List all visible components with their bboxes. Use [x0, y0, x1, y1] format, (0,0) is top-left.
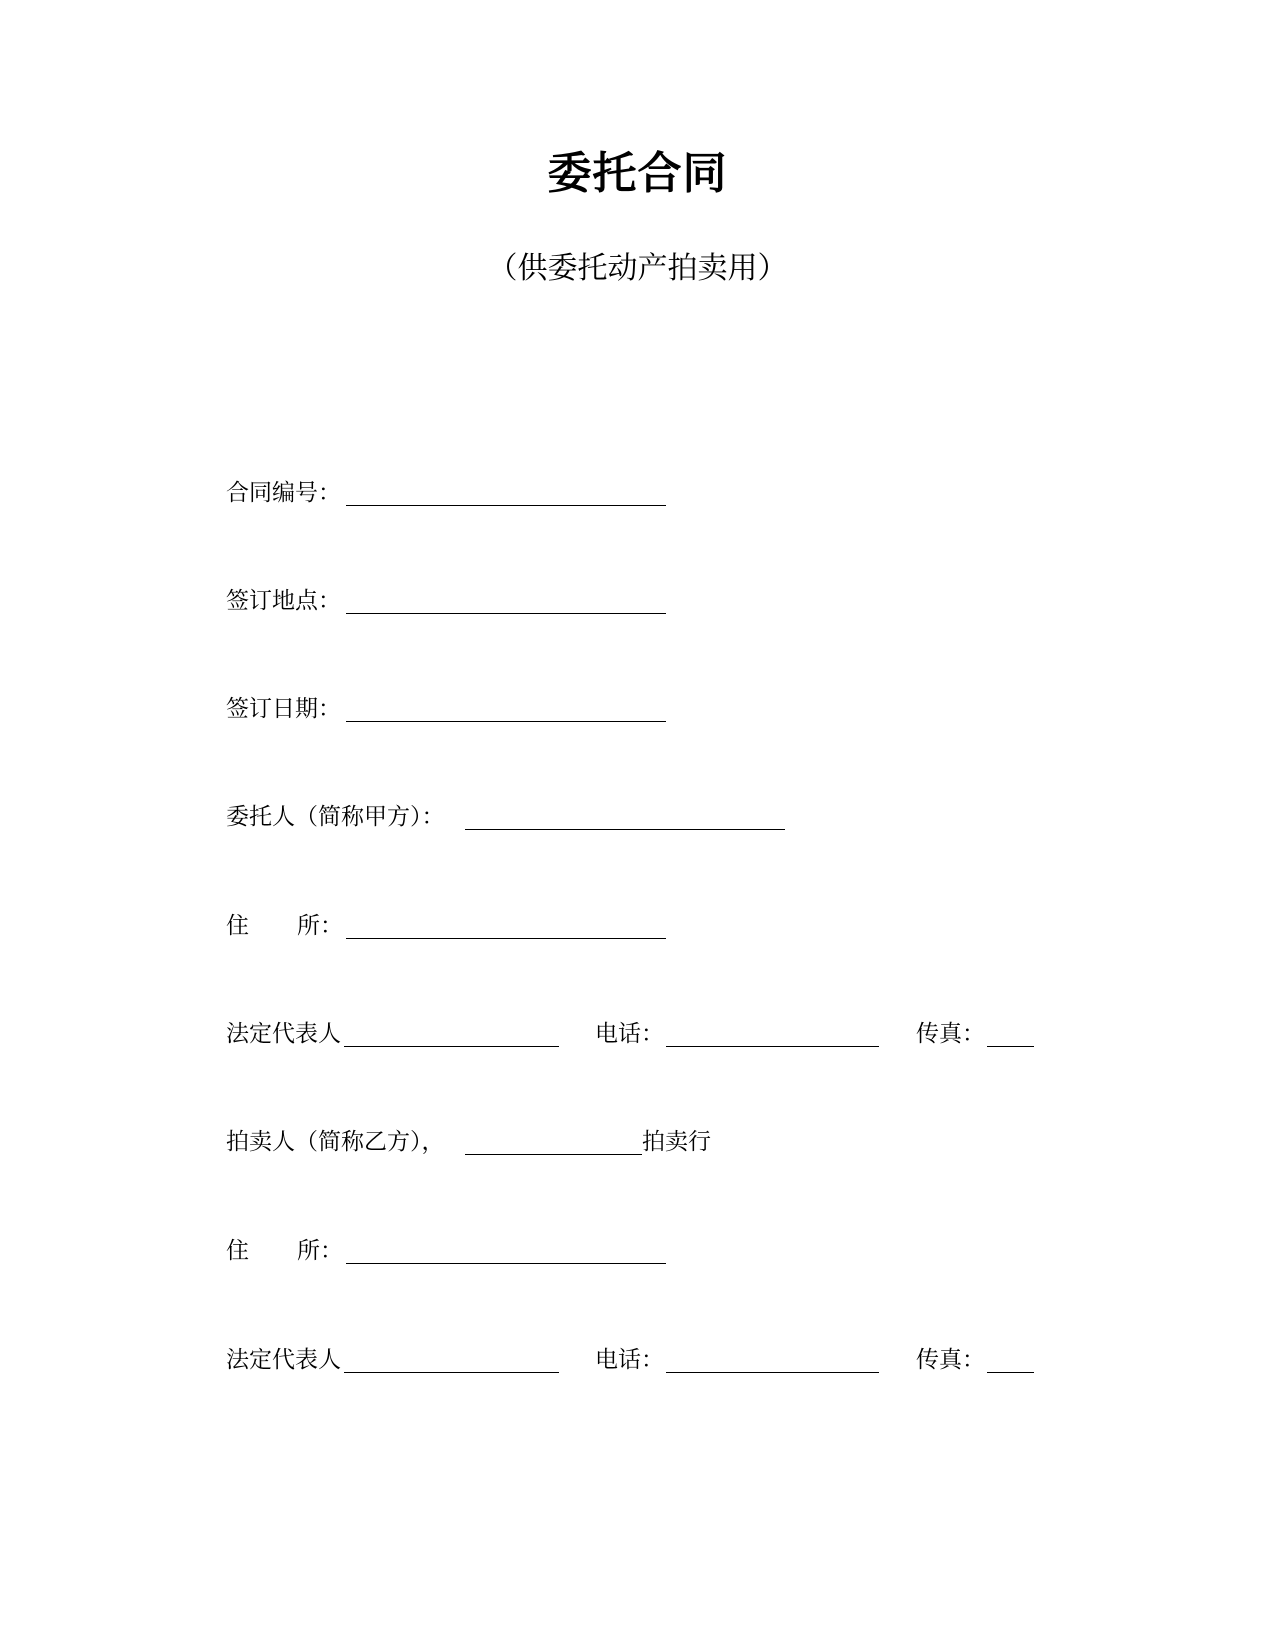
principal-address-blank[interactable]: [346, 938, 666, 939]
fax-label: 传真：: [916, 1021, 985, 1047]
sign-place-row: [0, 586, 1275, 626]
auctioneer-fax-blank[interactable]: [987, 1372, 1034, 1373]
fax-label: 传真：: [916, 1347, 985, 1373]
sign-place-label: 签订地点：: [226, 588, 341, 614]
contract-number-blank[interactable]: [346, 505, 666, 506]
principal-fax-blank[interactable]: [987, 1046, 1034, 1047]
auctioneer-contact-row: [0, 1345, 1275, 1385]
address-label-char2: 所：: [297, 913, 343, 939]
auctioneer-address-row: [0, 1236, 1275, 1276]
auctioneer-row: [0, 1127, 1275, 1167]
principal-contact-row: [0, 1019, 1275, 1059]
contract-number-row: [0, 478, 1275, 518]
legal-rep-label: 法定代表人: [226, 1347, 341, 1373]
sign-date-row: [0, 694, 1275, 734]
address-label-char1: 住: [226, 1238, 249, 1264]
legal-rep-label: 法定代表人: [226, 1021, 341, 1047]
auctioneer-address-blank[interactable]: [346, 1263, 666, 1264]
principal-phone-blank[interactable]: [666, 1046, 879, 1047]
principal-label: 委托人（简称甲方）：: [226, 804, 445, 830]
sign-date-label: 签订日期：: [226, 696, 341, 722]
sign-place-blank[interactable]: [346, 613, 666, 614]
principal-blank[interactable]: [465, 829, 785, 830]
address-label-char1: 住: [226, 913, 249, 939]
document-title: 委托合同: [547, 148, 728, 199]
phone-label: 电话：: [595, 1021, 664, 1047]
principal-legal-rep-blank[interactable]: [344, 1046, 559, 1047]
auctioneer-blank[interactable]: [465, 1154, 642, 1155]
principal-address-row: [0, 911, 1275, 951]
phone-label: 电话：: [595, 1347, 664, 1373]
auction-house-label: 拍卖行: [642, 1129, 711, 1155]
document-subtitle: （供委托动产拍卖用）: [487, 251, 788, 286]
principal-row: [0, 802, 1275, 842]
address-label-char2: 所：: [297, 1238, 343, 1264]
sign-date-blank[interactable]: [346, 721, 666, 722]
auctioneer-phone-blank[interactable]: [666, 1372, 879, 1373]
auctioneer-label: 拍卖人（简称乙方），: [226, 1129, 445, 1155]
contract-number-label: 合同编号：: [226, 480, 341, 506]
auctioneer-legal-rep-blank[interactable]: [344, 1372, 559, 1373]
